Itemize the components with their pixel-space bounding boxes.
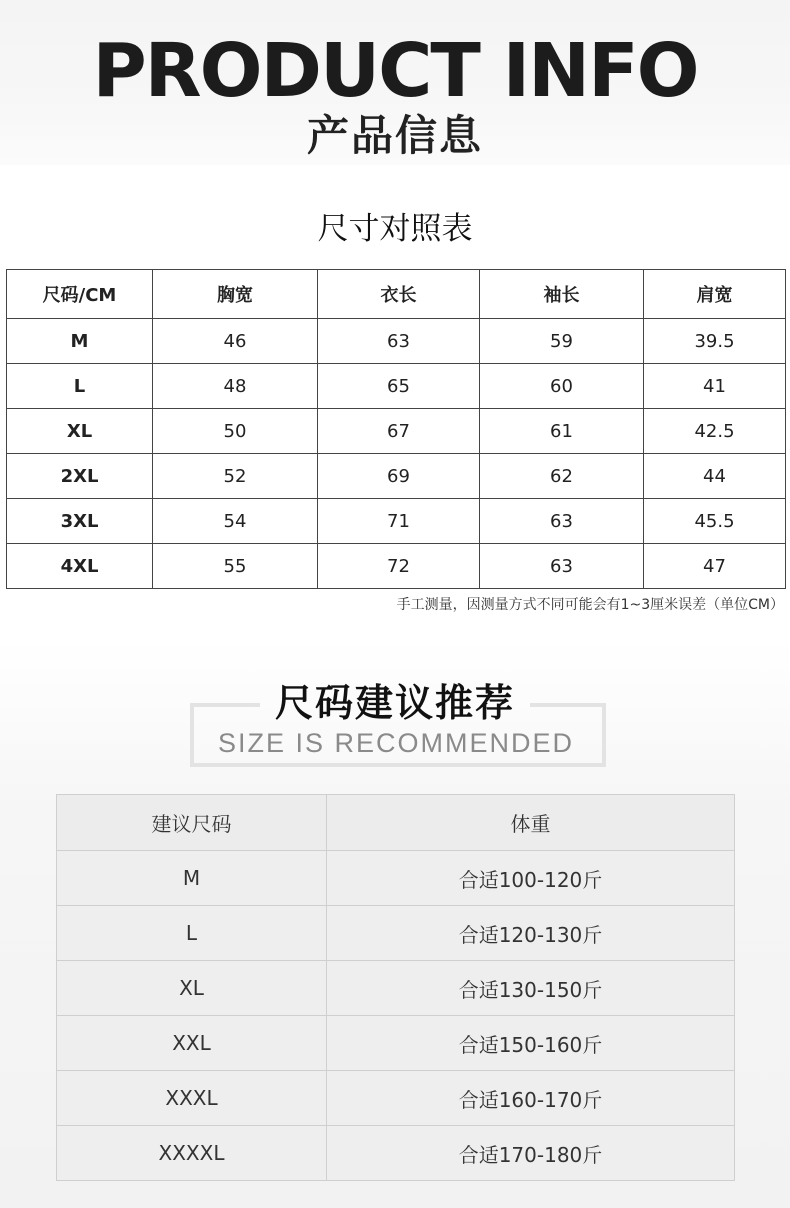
chest-cell: 50 [153,409,318,454]
header-suggested-size: 建议尺码 [57,795,327,851]
suggested-size-cell: M [57,851,327,906]
shoulder-cell: 47 [644,544,786,589]
table-row [57,1126,735,1181]
recommend-header-row [57,795,735,851]
chest-cell: 55 [153,544,318,589]
suggested-size-cell: XL [57,961,327,1016]
chest-cell: 48 [153,364,318,409]
table-row [57,1016,735,1071]
size-cell: 2XL [7,454,153,499]
shoulder-cell: 42.5 [644,409,786,454]
chest-cell: 52 [153,454,318,499]
size-chart-table [6,269,786,589]
chest-cell: 46 [153,319,318,364]
recommend-title: 尺码建议推荐 [274,681,515,725]
table-row [57,1071,735,1126]
shoulder-cell: 45.5 [644,499,786,544]
length-cell: 72 [318,544,480,589]
hero-banner [0,0,790,165]
size-cell: 3XL [7,499,153,544]
table-row [57,906,735,961]
header-sleeve: 袖长 [480,270,644,319]
weight-cell: 合适130-150斤 [327,961,735,1016]
sleeve-cell: 60 [480,364,644,409]
header-chest: 胸宽 [153,270,318,319]
hero-subtitle: 产品信息 [306,111,483,160]
recommend-subtitle: SIZE IS RECOMMENDED [217,728,575,758]
weight-cell: 合适170-180斤 [327,1126,735,1181]
weight-cell: 合适150-160斤 [327,1016,735,1071]
shoulder-cell: 44 [644,454,786,499]
sleeve-cell: 62 [480,454,644,499]
table-row [7,454,786,499]
weight-cell: 合适160-170斤 [327,1071,735,1126]
length-cell: 69 [318,454,480,499]
table-row [7,409,786,454]
size-chart-title: 尺寸对照表 [317,211,473,247]
sleeve-cell: 59 [480,319,644,364]
size-cell: 4XL [7,544,153,589]
weight-cell: 合适100-120斤 [327,851,735,906]
length-cell: 65 [318,364,480,409]
sleeve-cell: 61 [480,409,644,454]
chest-cell: 54 [153,499,318,544]
measurement-note: 手工测量，因测量方式不同可能会有1~3厘米误差（单位CM） [396,597,784,613]
table-row [57,851,735,906]
header-weight: 体重 [327,795,735,851]
shoulder-cell: 39.5 [644,319,786,364]
table-row [57,961,735,1016]
table-row [7,499,786,544]
size-chart-header-row [7,270,786,319]
table-row [7,544,786,589]
header-shoulder: 肩宽 [644,270,786,319]
size-cell: M [7,319,153,364]
sleeve-cell: 63 [480,544,644,589]
size-cell: L [7,364,153,409]
table-row [7,319,786,364]
header-size: 尺码/CM [7,270,153,319]
table-row [7,364,786,409]
suggested-size-cell: XXXXL [57,1126,327,1181]
shoulder-cell: 41 [644,364,786,409]
suggested-size-cell: L [57,906,327,961]
header-length: 衣长 [318,270,480,319]
length-cell: 71 [318,499,480,544]
sleeve-cell: 63 [480,499,644,544]
suggested-size-cell: XXXL [57,1071,327,1126]
suggested-size-cell: XXL [57,1016,327,1071]
weight-cell: 合适120-130斤 [327,906,735,961]
length-cell: 67 [318,409,480,454]
length-cell: 63 [318,319,480,364]
hero-title: PRODUCT INFO [92,28,698,114]
recommend-table [56,794,735,1181]
size-cell: XL [7,409,153,454]
